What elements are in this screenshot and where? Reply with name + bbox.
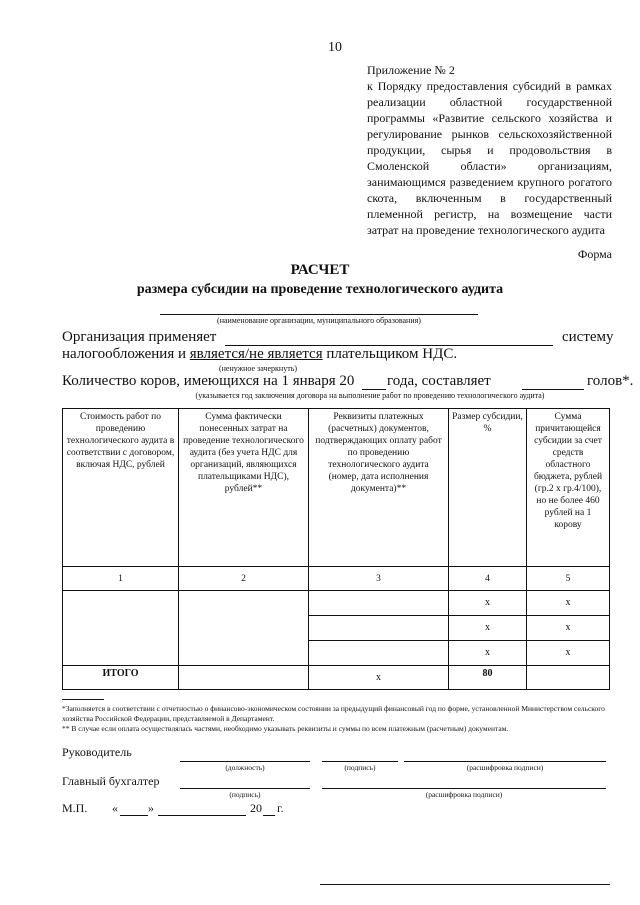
appendix-heading: Приложение № 2 — [367, 63, 455, 77]
col-number-1: 1 — [63, 567, 179, 591]
vat-status-prefix: налогообложения и — [62, 346, 190, 362]
page-number: 10 — [328, 40, 342, 55]
head-position-hint: (должность) — [225, 763, 265, 772]
head-decode-line[interactable] — [404, 761, 606, 762]
x-mark: x — [449, 591, 527, 616]
date-day-field[interactable] — [120, 815, 148, 816]
payment-doc-cell[interactable] — [309, 616, 449, 641]
payment-doc-cell[interactable] — [309, 591, 449, 616]
appendix-text: к Порядку предоставления субсидий в рамках реализации областной государственной программы «Развитие сельского хозяйства и регулирование рынков сельскохозяйственной продукции, сырья и продовольствия в Смоленской области» организациям, занимающимся разведением крупного рогатого скота, включенным в государственный племенной регистр, на возмещение части затрат на проведение технологического аудита — [367, 79, 612, 237]
date-close-quote: » — [148, 801, 154, 815]
header-payment-docs: Реквизиты платежных (расчетных) документов, подтверждающих оплату работ по проведению технологического аудита (номер, дата исполнения документа)** — [309, 409, 449, 567]
date-year-suffix: г. — [277, 801, 284, 815]
header-actual-costs: Сумма фактически понесенных затрат на проведение технологического аудита (без учета НДС для организаций, являющихся плательщиками НДС), рублей** — [179, 409, 309, 567]
total-label: ИТОГО — [63, 666, 179, 690]
org-name-line — [160, 314, 478, 315]
vat-status-choice[interactable]: является/не является — [189, 346, 323, 362]
date-year-field[interactable] — [263, 815, 275, 816]
org-name-hint: (наименование организации, муниципального образования) — [217, 316, 421, 325]
date-year-prefix: 20 — [250, 801, 262, 815]
total-subsidy-amount-cell[interactable] — [527, 666, 610, 690]
header-subsidy-amount: Сумма причитающейся субсидии за счет средств областного бюджета, рублей (гр.2 x гр.4/100), но не более 460 рублей на 1 корову — [527, 409, 610, 567]
accountant-label: Главный бухгалтер — [62, 774, 160, 788]
head-signature-hint: (подпись) — [344, 763, 376, 772]
column-number-row — [63, 567, 610, 591]
contract-year-hint: (указывается год заключения договора на выполнение работ по проведению технологического аудита) — [195, 391, 545, 400]
document-title: РАСЧЕТ — [290, 262, 350, 278]
accountant-signature-line[interactable] — [180, 788, 310, 789]
cow-count-field[interactable] — [522, 389, 584, 390]
col-number-2: 2 — [179, 567, 309, 591]
x-mark: x — [449, 616, 527, 641]
accountant-decode-hint: (расшифровка подписи) — [425, 790, 503, 799]
table-header-row — [63, 409, 610, 567]
head-decode-hint: (расшифровка подписи) — [466, 763, 544, 772]
cow-count-part2: года, составляет — [387, 373, 491, 389]
total-x-mark: x — [309, 666, 449, 690]
col-number-3: 3 — [309, 567, 449, 591]
table-row — [63, 591, 610, 616]
footnotes — [62, 704, 610, 734]
date-month-field[interactable] — [158, 815, 246, 816]
vat-status-suffix: плательщиком НДС. — [322, 346, 458, 362]
header-subsidy-rate: Размер субсидии, % — [449, 409, 527, 567]
vat-status-line — [62, 346, 457, 363]
x-mark: x — [527, 591, 610, 616]
total-row — [63, 666, 610, 690]
head-signature-line[interactable] — [322, 761, 398, 762]
stamp-label: М.П. — [62, 801, 88, 815]
col-number-4: 4 — [449, 567, 527, 591]
cow-count-part3: голов*. — [587, 373, 634, 389]
total-subsidy-rate: 80 — [449, 666, 527, 690]
col-number-5: 5 — [527, 567, 610, 591]
bottom-rule — [320, 884, 610, 885]
calculation-table — [62, 408, 610, 690]
head-label: Руководитель — [62, 745, 132, 759]
x-mark: x — [527, 616, 610, 641]
year-field[interactable] — [362, 389, 386, 390]
date-open-quote: « — [112, 801, 118, 815]
accountant-decode-line[interactable] — [322, 788, 606, 789]
x-mark: x — [449, 641, 527, 666]
cow-count-part1: Количество коров, имеющихся на 1 января 20 — [62, 373, 355, 389]
total-actual-costs-cell[interactable] — [179, 666, 309, 690]
appendix-block — [367, 62, 612, 238]
payment-doc-cell[interactable] — [309, 641, 449, 666]
footnote-separator — [62, 699, 104, 700]
form-label: Форма — [577, 247, 612, 261]
actual-costs-input-cell[interactable] — [179, 591, 309, 666]
document-subtitle: размера субсидии на проведение технологического аудита — [136, 282, 504, 297]
accountant-signature-hint: (подпись) — [229, 790, 261, 799]
footnote-1: *Заполняется в соответствии с отчетностью о финансово-экономическом состоянии за предыдущий финансовый год по форме, установленной Министерством сельского хозяйства Российской Федерации, представляемой в Департамент. — [62, 704, 605, 723]
x-mark: x — [527, 641, 610, 666]
tax-system-prefix: Организация применяет — [62, 329, 217, 345]
tax-system-suffix: систему — [562, 329, 614, 345]
head-position-line[interactable] — [180, 761, 310, 762]
footnote-2: ** В случае если оплата осуществлялась частями, необходимо указывать реквизиты и суммы по всем платежным (расчетным) документам. — [62, 724, 509, 733]
cost-input-cell[interactable] — [63, 591, 179, 666]
header-cost: Стоимость работ по проведению технологического аудита в соответствии с договором, включая НДС, рублей — [63, 409, 179, 567]
strike-hint: (ненужное зачеркнуть) — [218, 364, 298, 373]
